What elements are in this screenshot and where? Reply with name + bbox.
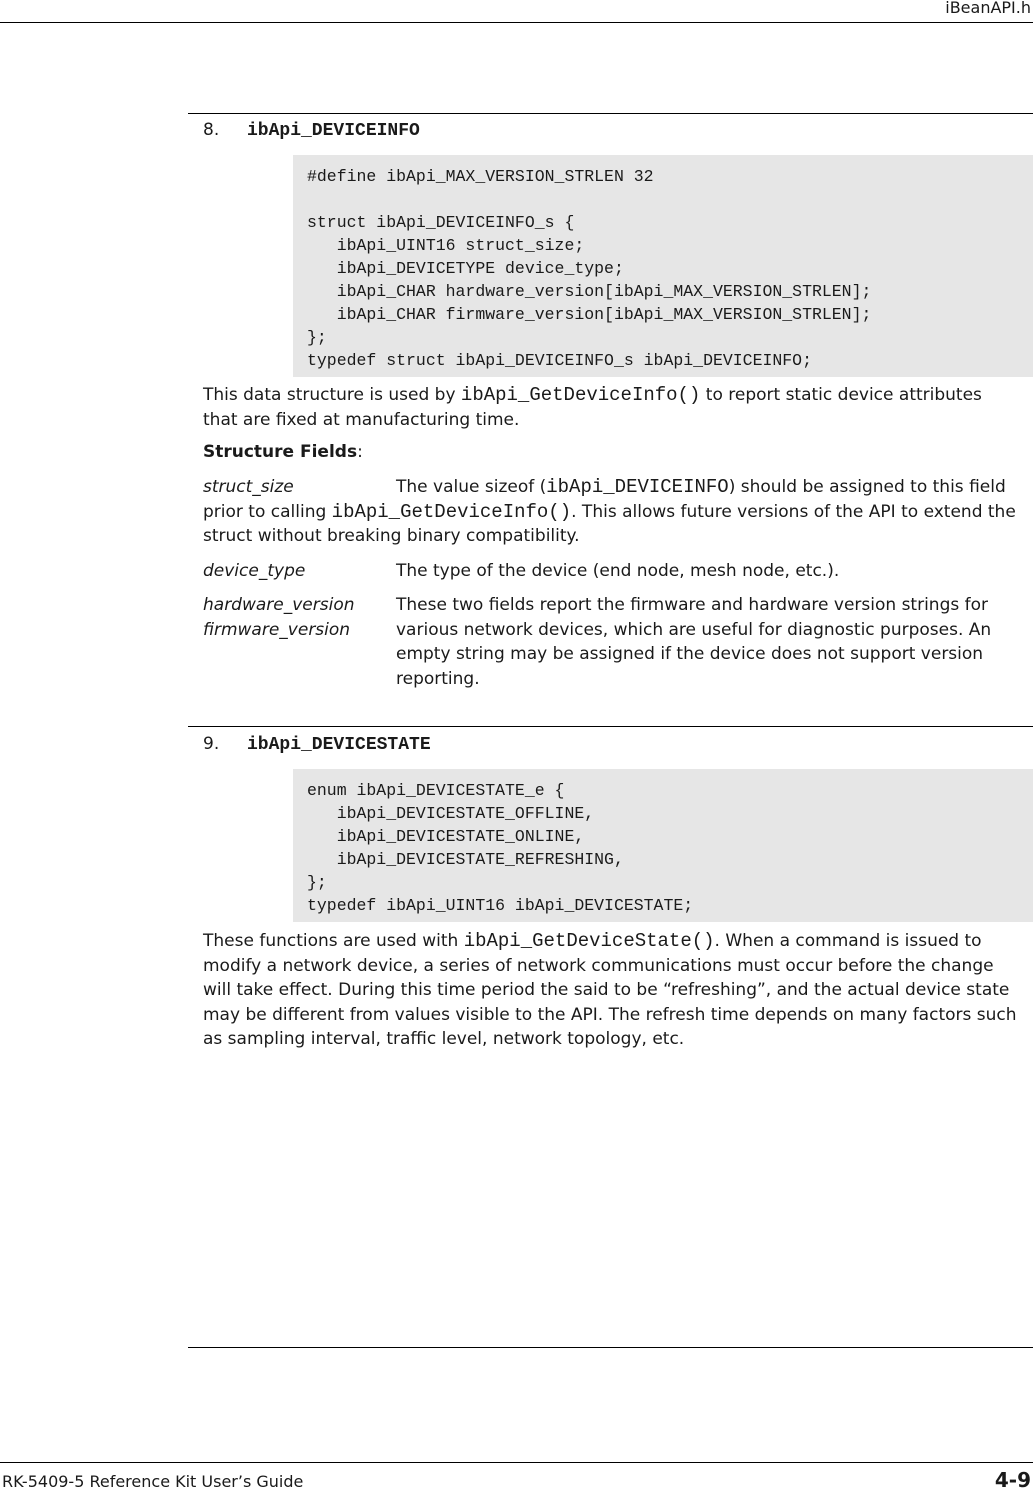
field-struct-size <box>203 475 1021 549</box>
function-ref: ibApi_GetDeviceInfo() <box>460 384 701 406</box>
section-9-number: 9. <box>203 734 220 754</box>
section-9-rule <box>188 726 1033 727</box>
section-8-heading <box>203 120 420 141</box>
section-9-name: ibApi_DEVICESTATE <box>247 735 431 755</box>
field-name-hardware: hardware_version <box>203 595 355 615</box>
field-name-firmware: firmware_version <box>203 619 351 640</box>
footer-rule <box>0 1462 1033 1463</box>
section-8-name: ibApi_DEVICEINFO <box>247 121 420 141</box>
section-9-heading <box>203 734 431 755</box>
field-description: These two fields report the firmware and hardware version strings for various network devices, which are useful for diagnostic purposes. An empty string may be assigned if the device does not support version reporting. <box>396 595 992 689</box>
field-description: The value sizeof (ibApi_DEVICEINFO) should be assigned to this field prior to calling ibApi_GetDeviceInfo(). This allows future versions of the API to extend the struct without breaking binary compatibility. <box>203 476 1016 546</box>
section-9-description: These functions are used with ibApi_GetDeviceState(). When a command is issued to modify a network device, a series of network communications must occur before the change will take effect. During this time period the said to be “refreshing”, and the actual device state may be different from values visible to the API. The refresh time depends on many factors such as sampling interval, traffic level, network topology, etc. <box>203 930 1017 1049</box>
field-name: device_type <box>203 561 306 581</box>
structure-fields-label: Structure Fields: <box>203 442 363 462</box>
section-8-code-block: #define ibApi_MAX_VERSION_STRLEN 32 struct ibApi_DEVICEINFO_s { ibApi_UINT16 struct_size; ibApi_DEVICETYPE device_type; ibApi_CHAR hardware_version[ibApi_MAX_VERSION_STRLEN]; ibApi_CHAR firmware_version[ibApi_MAX_VERSION_STRLEN]; }; typedef struct ibApi_DEVICEINFO_s ibApi_DEVICEINFO; <box>293 155 1033 377</box>
page-number: 4-9 <box>994 1468 1031 1492</box>
field-name: struct_size <box>203 477 294 497</box>
section-9-code-block: enum ibApi_DEVICESTATE_e { ibApi_DEVICESTATE_OFFLINE, ibApi_DEVICESTATE_ONLINE, ibApi_DEVICESTATE_REFRESHING, }; typedef ibApi_UINT16 ibApi_DEVICESTATE; <box>293 769 1033 922</box>
footer-guide-title: RK-5409-5 Reference Kit User’s Guide <box>2 1472 304 1491</box>
running-header-title: iBeanAPI.h <box>945 0 1031 17</box>
function-ref: ibApi_GetDeviceState() <box>463 930 715 952</box>
field-versions <box>203 593 1021 691</box>
field-device-type <box>203 559 1021 584</box>
footer-top-rule <box>188 1347 1033 1348</box>
header-rule <box>0 22 1033 23</box>
field-description: The type of the device (end node, mesh node, etc.). <box>396 561 840 581</box>
section-8-rule <box>188 113 1033 114</box>
section-8-description: This data structure is used by ibApi_GetDeviceInfo() to report static device attributes that are fixed at manufacturing time. <box>203 384 982 430</box>
section-8-number: 8. <box>203 120 220 140</box>
